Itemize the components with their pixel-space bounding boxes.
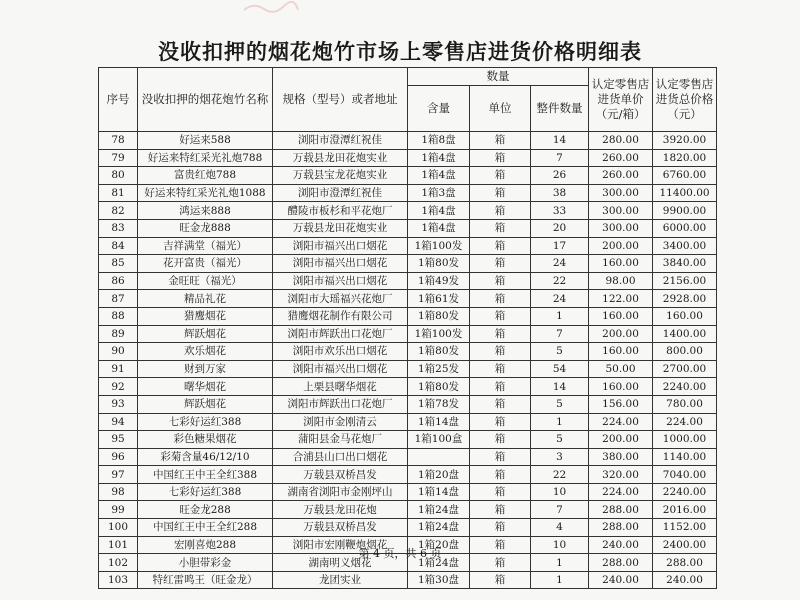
- cell-unit: 箱: [470, 149, 531, 167]
- cell-name: 曙华烟花: [138, 378, 273, 396]
- cell-name: 欢乐烟花: [138, 343, 273, 361]
- cell-spec: 湖南省浏阳市金刚坪山: [273, 483, 408, 501]
- cell-total: 288.00: [653, 554, 717, 572]
- cell-name: 彩菊含量46/12/10: [138, 448, 273, 466]
- cell-price: 240.00: [589, 536, 653, 554]
- cell-price: 200.00: [589, 431, 653, 449]
- cell-unit: 箱: [470, 237, 531, 255]
- cell-count: 1: [531, 413, 589, 431]
- cell-count: 22: [531, 466, 589, 484]
- cell-total: 2240.00: [653, 378, 717, 396]
- price-detail-table: [98, 67, 717, 589]
- cell-name: 富贵红炮788: [138, 167, 273, 185]
- cell-total: 2700.00: [653, 360, 717, 378]
- cell-total: 7040.00: [653, 466, 717, 484]
- cell-seq: 87: [99, 290, 138, 308]
- cell-spec: 浏阳市辉跃出口花炮厂: [273, 325, 408, 343]
- cell-content: 1箱100发: [408, 237, 470, 255]
- table-row: [99, 413, 717, 431]
- cell-price: 300.00: [589, 184, 653, 202]
- cell-total: 3920.00: [653, 132, 717, 150]
- cell-count: 24: [531, 290, 589, 308]
- cell-price: 98.00: [589, 272, 653, 290]
- cell-name: 吉祥满堂（福光）: [138, 237, 273, 255]
- cell-seq: 90: [99, 343, 138, 361]
- cell-seq: 97: [99, 466, 138, 484]
- cell-name: 中国红王中王全红388: [138, 466, 273, 484]
- cell-price: 300.00: [589, 219, 653, 237]
- cell-count: 14: [531, 132, 589, 150]
- cell-price: 160.00: [589, 307, 653, 325]
- cell-name: 七彩好运红388: [138, 483, 273, 501]
- cell-price: 260.00: [589, 149, 653, 167]
- table-row: [99, 501, 717, 519]
- cell-content: 1箱8盘: [408, 132, 470, 150]
- cell-price: 288.00: [589, 519, 653, 537]
- cell-count: 10: [531, 483, 589, 501]
- cell-content: 1箱80发: [408, 378, 470, 396]
- cell-seq: 88: [99, 307, 138, 325]
- cell-price: 156.00: [589, 395, 653, 413]
- cell-count: 7: [531, 325, 589, 343]
- cell-seq: 89: [99, 325, 138, 343]
- cell-spec: 浏阳市大瑶福兴花炮厂: [273, 290, 408, 308]
- cell-seq: 92: [99, 378, 138, 396]
- cell-count: 20: [531, 219, 589, 237]
- cell-price: 224.00: [589, 483, 653, 501]
- cell-name: 旺金龙888: [138, 219, 273, 237]
- cell-total: 6000.00: [653, 219, 717, 237]
- cell-price: 224.00: [589, 413, 653, 431]
- cell-spec: 浏阳市金刚清云: [273, 413, 408, 431]
- cell-unit: 箱: [470, 448, 531, 466]
- cell-spec: 万载县龙田花炮实业: [273, 219, 408, 237]
- cell-spec: 醴陵市板杉和平花炮厂: [273, 202, 408, 220]
- cell-content: 1箱24盘: [408, 519, 470, 537]
- cell-content: 1箱78发: [408, 395, 470, 413]
- cell-content: 1箱25发: [408, 360, 470, 378]
- table-row: [99, 290, 717, 308]
- header-quantity: 数量: [408, 68, 589, 86]
- cell-seq: 101: [99, 536, 138, 554]
- cell-unit: 箱: [470, 554, 531, 572]
- cell-price: 160.00: [589, 343, 653, 361]
- header-unit-price: 认定零售店进货单价（元/箱）: [589, 68, 653, 132]
- cell-unit: 箱: [470, 360, 531, 378]
- cell-spec: 万载县龙田花炮: [273, 501, 408, 519]
- cell-count: 5: [531, 395, 589, 413]
- cell-spec: 蒲阳县金马花炮厂: [273, 431, 408, 449]
- cell-spec: 浏阳市澄潭红祝佳: [273, 184, 408, 202]
- cell-seq: 96: [99, 448, 138, 466]
- cell-name: 小胆带彩金: [138, 554, 273, 572]
- scan-artifact-mark: [240, 0, 300, 14]
- page-footer: 第 4 页，共 6 页: [358, 547, 442, 560]
- cell-spec: 合浦县山口出口烟花: [273, 448, 408, 466]
- header-spec: 规格（型号）或者地址: [273, 68, 408, 132]
- cell-spec: 浏阳市辉跃出口花炮厂: [273, 395, 408, 413]
- cell-unit: 箱: [470, 378, 531, 396]
- table-row: [99, 483, 717, 501]
- table-row: [99, 519, 717, 537]
- cell-content: 1箱24盘: [408, 501, 470, 519]
- cell-count: 7: [531, 149, 589, 167]
- table-row: [99, 202, 717, 220]
- table-row: [99, 219, 717, 237]
- cell-total: 780.00: [653, 395, 717, 413]
- header-unit: 单位: [470, 86, 531, 132]
- cell-name: 好运来特红采光礼炮1088: [138, 184, 273, 202]
- cell-total: 160.00: [653, 307, 717, 325]
- cell-content: 1箱4盘: [408, 149, 470, 167]
- cell-spec: 万载县宝龙花炮实业: [273, 167, 408, 185]
- header-count: 整件数量: [531, 86, 589, 132]
- cell-spec: 浏阳市欢乐出口烟花: [273, 343, 408, 361]
- cell-total: 2156.00: [653, 272, 717, 290]
- cell-name: 辉跃烟花: [138, 395, 273, 413]
- cell-unit: 箱: [470, 202, 531, 220]
- cell-name: 精品礼花: [138, 290, 273, 308]
- cell-seq: 86: [99, 272, 138, 290]
- table-row: [99, 571, 717, 589]
- cell-seq: 82: [99, 202, 138, 220]
- cell-count: 10: [531, 536, 589, 554]
- cell-price: 288.00: [589, 554, 653, 572]
- cell-price: 122.00: [589, 290, 653, 308]
- table-row: [99, 149, 717, 167]
- cell-name: 花开富贵（福光）: [138, 255, 273, 273]
- cell-spec: 万载县双桥昌发: [273, 519, 408, 537]
- cell-unit: 箱: [470, 395, 531, 413]
- cell-spec: 浏阳市宏刚鞭炮烟花: [273, 536, 408, 554]
- cell-total: 240.00: [653, 571, 717, 589]
- cell-unit: 箱: [470, 413, 531, 431]
- cell-total: 3400.00: [653, 237, 717, 255]
- cell-unit: 箱: [470, 343, 531, 361]
- cell-price: 260.00: [589, 167, 653, 185]
- cell-seq: 94: [99, 413, 138, 431]
- cell-content: 1箱100发: [408, 325, 470, 343]
- cell-seq: 84: [99, 237, 138, 255]
- cell-unit: 箱: [470, 431, 531, 449]
- table-row: [99, 343, 717, 361]
- table-row: [99, 307, 717, 325]
- cell-total: 3840.00: [653, 255, 717, 273]
- cell-spec: 湖南明义烟花: [273, 554, 408, 572]
- table-row: [99, 325, 717, 343]
- table-row: [99, 237, 717, 255]
- cell-unit: 箱: [470, 167, 531, 185]
- cell-name: 金旺旺（福光）: [138, 272, 273, 290]
- cell-seq: 85: [99, 255, 138, 273]
- table-row: [99, 360, 717, 378]
- cell-name: 彩色糖果烟花: [138, 431, 273, 449]
- cell-count: 7: [531, 501, 589, 519]
- header-total-price: 认定零售店进货总价格（元）: [653, 68, 717, 132]
- cell-total: 224.00: [653, 413, 717, 431]
- cell-content: 1箱80发: [408, 307, 470, 325]
- cell-unit: 箱: [470, 290, 531, 308]
- cell-name: 猎鹰烟花: [138, 307, 273, 325]
- cell-content: 1箱30盘: [408, 571, 470, 589]
- cell-count: 3: [531, 448, 589, 466]
- cell-unit: 箱: [470, 519, 531, 537]
- cell-price: 320.00: [589, 466, 653, 484]
- table-row: [99, 132, 717, 150]
- cell-unit: 箱: [470, 536, 531, 554]
- cell-price: 200.00: [589, 237, 653, 255]
- cell-price: 240.00: [589, 571, 653, 589]
- cell-price: 280.00: [589, 132, 653, 150]
- cell-count: 1: [531, 554, 589, 572]
- cell-name: 中国红王中王全红288: [138, 519, 273, 537]
- cell-unit: 箱: [470, 219, 531, 237]
- cell-content: 1箱100盒: [408, 431, 470, 449]
- cell-unit: 箱: [470, 571, 531, 589]
- cell-total: 9900.00: [653, 202, 717, 220]
- table-row: [99, 272, 717, 290]
- cell-count: 5: [531, 343, 589, 361]
- cell-content: 1箱61发: [408, 290, 470, 308]
- cell-count: 1: [531, 571, 589, 589]
- cell-total: 2240.00: [653, 483, 717, 501]
- cell-spec: 猎鹰烟花制作有限公司: [273, 307, 408, 325]
- cell-name: 宏刚喜炮288: [138, 536, 273, 554]
- cell-spec: 上栗县曙华烟花: [273, 378, 408, 396]
- cell-count: 4: [531, 519, 589, 537]
- cell-seq: 78: [99, 132, 138, 150]
- cell-content: 1箱4盘: [408, 167, 470, 185]
- cell-content: 1箱4盘: [408, 219, 470, 237]
- cell-content: 1箱80发: [408, 343, 470, 361]
- cell-name: 七彩好运红388: [138, 413, 273, 431]
- document-title: 没收扣押的烟花炮竹市场上零售店进货价格明细表: [158, 39, 642, 64]
- cell-count: 38: [531, 184, 589, 202]
- cell-name: 特红雷鸣王（旺金龙）: [138, 571, 273, 589]
- cell-count: 14: [531, 378, 589, 396]
- table-row: [99, 378, 717, 396]
- cell-spec: 浏阳市福兴出口烟花: [273, 255, 408, 273]
- cell-count: 5: [531, 431, 589, 449]
- cell-total: 800.00: [653, 343, 717, 361]
- table-row: [99, 255, 717, 273]
- cell-content: 1箱20盘: [408, 536, 470, 554]
- cell-total: 1820.00: [653, 149, 717, 167]
- cell-content: [408, 448, 470, 466]
- cell-content: 1箱14盘: [408, 413, 470, 431]
- cell-total: 1000.00: [653, 431, 717, 449]
- cell-count: 54: [531, 360, 589, 378]
- cell-name: 旺金龙288: [138, 501, 273, 519]
- cell-content: 1箱24盘: [408, 554, 470, 572]
- cell-unit: 箱: [470, 466, 531, 484]
- cell-total: 2016.00: [653, 501, 717, 519]
- cell-total: 1140.00: [653, 448, 717, 466]
- cell-price: 50.00: [589, 360, 653, 378]
- cell-seq: 83: [99, 219, 138, 237]
- cell-seq: 98: [99, 483, 138, 501]
- cell-spec: 浏阳市福兴出口烟花: [273, 272, 408, 290]
- cell-content: 1箱14盘: [408, 483, 470, 501]
- cell-spec: 浏阳市福兴出口烟花: [273, 360, 408, 378]
- cell-seq: 80: [99, 167, 138, 185]
- cell-content: 1箱80发: [408, 255, 470, 273]
- table-row: [99, 167, 717, 185]
- cell-content: 1箱4盘: [408, 202, 470, 220]
- cell-count: 24: [531, 255, 589, 273]
- cell-count: 22: [531, 272, 589, 290]
- table-row: [99, 184, 717, 202]
- table-row: [99, 431, 717, 449]
- cell-unit: 箱: [470, 272, 531, 290]
- cell-spec: 万载县双桥昌发: [273, 466, 408, 484]
- cell-spec: 龙团实业: [273, 571, 408, 589]
- cell-unit: 箱: [470, 483, 531, 501]
- cell-count: 17: [531, 237, 589, 255]
- cell-unit: 箱: [470, 132, 531, 150]
- cell-content: 1箱20盘: [408, 466, 470, 484]
- cell-seq: 91: [99, 360, 138, 378]
- cell-price: 380.00: [589, 448, 653, 466]
- cell-seq: 93: [99, 395, 138, 413]
- cell-unit: 箱: [470, 325, 531, 343]
- cell-unit: 箱: [470, 307, 531, 325]
- cell-seq: 79: [99, 149, 138, 167]
- cell-seq: 100: [99, 519, 138, 537]
- cell-name: 好运来588: [138, 132, 273, 150]
- cell-name: 好运来特红采光礼炮788: [138, 149, 273, 167]
- cell-seq: 99: [99, 501, 138, 519]
- cell-spec: 浏阳市澄潭红祝佳: [273, 132, 408, 150]
- cell-total: 2400.00: [653, 536, 717, 554]
- cell-count: 1: [531, 307, 589, 325]
- cell-price: 200.00: [589, 325, 653, 343]
- cell-seq: 102: [99, 554, 138, 572]
- cell-price: 160.00: [589, 255, 653, 273]
- cell-unit: 箱: [470, 184, 531, 202]
- cell-seq: 95: [99, 431, 138, 449]
- cell-unit: 箱: [470, 501, 531, 519]
- table-row: [99, 466, 717, 484]
- cell-content: 1箱49发: [408, 272, 470, 290]
- cell-price: 160.00: [589, 378, 653, 396]
- cell-unit: 箱: [470, 255, 531, 273]
- cell-total: 1400.00: [653, 325, 717, 343]
- cell-count: 33: [531, 202, 589, 220]
- header-content: 含量: [408, 86, 470, 132]
- cell-total: 6760.00: [653, 167, 717, 185]
- cell-price: 300.00: [589, 202, 653, 220]
- cell-seq: 81: [99, 184, 138, 202]
- cell-name: 辉跃烟花: [138, 325, 273, 343]
- cell-seq: 103: [99, 571, 138, 589]
- table-row: [99, 395, 717, 413]
- header-name: 没收扣押的烟花炮竹名称: [138, 68, 273, 132]
- cell-total: 2928.00: [653, 290, 717, 308]
- cell-spec: 浏阳市福兴出口烟花: [273, 237, 408, 255]
- cell-content: 1箱3盘: [408, 184, 470, 202]
- cell-name: 财到万家: [138, 360, 273, 378]
- cell-spec: 万载县龙田花炮实业: [273, 149, 408, 167]
- cell-count: 26: [531, 167, 589, 185]
- header-seq: 序号: [99, 68, 138, 132]
- cell-price: 288.00: [589, 501, 653, 519]
- cell-total: 1152.00: [653, 519, 717, 537]
- cell-total: 11400.00: [653, 184, 717, 202]
- table-row: [99, 448, 717, 466]
- cell-name: 鸿运来888: [138, 202, 273, 220]
